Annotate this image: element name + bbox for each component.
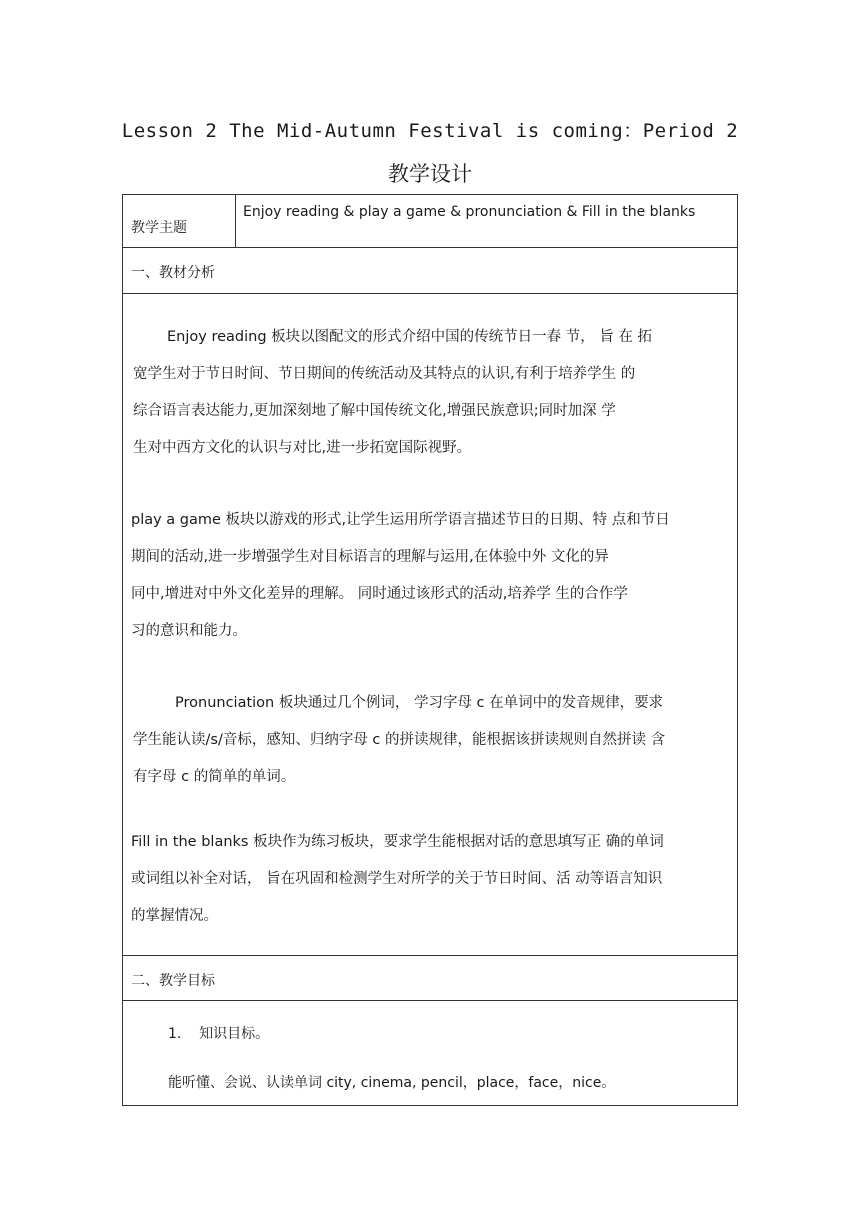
text-line: Pronunciation 板块通过几个例词， 学习字母 c 在单词中的发音规律，要求 [175,695,664,711]
section2-heading-row [123,956,737,1001]
text-line: play a game 板块以游戏的形式,让学生运用所学语言描述节日的日期、特 点和节日 [131,512,670,528]
theme-value: Enjoy reading & play a game & pronunciation & Fill in the blanks [243,204,696,220]
paragraph-fill-blanks [131,824,664,935]
theme-row [123,195,737,248]
objective-item-knowledge: 1. 知识目标。 [168,1026,270,1042]
text-line: 有字母 c 的简单的单词。 [133,769,296,785]
text-line: 的掌握情况。 [131,908,218,924]
text-line: Fill in the blanks 板块作为练习板块，要求学生能根据对话的意思填写正 确的单词 [131,834,664,850]
section1-heading-row [123,248,737,294]
theme-label: 教学主题 [131,220,187,236]
text-line: 学生能认读/s/音标，感知、归纳字母 c 的拼读规律，能根据该拼读规则自然拼读 含 [133,732,666,748]
document-subtitle: 教学设计 [388,162,472,186]
theme-divider [235,195,236,247]
text-line: 期间的活动,进一步增强学生对目标语言的理解与运用,在体验中外 文化的异 [131,549,609,565]
lesson-plan-table [122,194,738,1106]
text-line: 综合语言表达能力,更加深刻地了解中国传统文化,增强民族意识;同时加深 学 [133,403,616,419]
paragraph-pronunciation [133,685,665,796]
text-line: 生对中西方文化的认识与对比,进一步拓宽国际视野。 [133,440,472,456]
text-line: 习的意识和能力。 [131,623,247,639]
paragraph-enjoy-reading [133,319,652,467]
text-line: 或词组以补全对话， 旨在巩固和检测学生对所学的关于节日时间、活 动等语言知识 [131,871,663,887]
text-line: 同中,增进对中外文化差异的理解。 同时通过该形式的活动,培养学 生的合作学 [131,586,628,602]
document-title: Lesson 2 The Mid-Autumn Festival is coming：Period 2 [121,120,739,142]
section1-body-row [123,294,737,956]
section2-heading: 二、教学目标 [131,973,215,989]
text-line: Enjoy reading 板块以图配文的形式介绍中国的传统节日一春 节， 旨 在 拓 [167,329,653,345]
objective-item-knowledge-detail: 能听懂、会说、认读单词 city, cinema, pencil，place，face，nice。 [168,1075,616,1091]
section1-heading: 一、教材分析 [131,265,215,281]
paragraph-play-game [131,502,670,650]
text-line: 宽学生对于节日时间、节日期间的传统活动及其特点的认识,有利于培养学生 的 [133,366,636,382]
section2-body-row [123,1001,737,1105]
